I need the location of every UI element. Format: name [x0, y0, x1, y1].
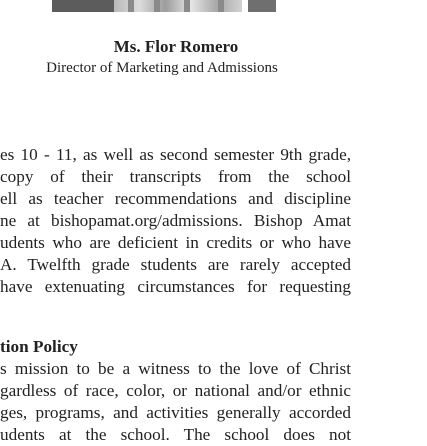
paragraph-line: ne at bishopamat.org/admissions. Bishop Amat — [0, 211, 351, 230]
policy-paragraph — [0, 358, 351, 446]
paragraph-line: s mission to be a witness to the love of Christ — [0, 359, 351, 378]
paragraph-line: A. Twelfth grade students are rarely accepted — [0, 255, 351, 274]
paragraph-line: copy of their transcripts from the school — [0, 167, 351, 186]
paragraph-line: es 10 - 11, as well as second semester 9th grade, — [0, 145, 351, 164]
paragraph-line: udents at the school. The school does not — [0, 425, 351, 444]
photo-detail — [154, 0, 160, 12]
staff-title: Director of Marketing and Admissions — [46, 60, 278, 76]
photo-right — [248, 0, 276, 12]
staff-name: Ms. Flor Romero — [113, 37, 239, 56]
paragraph-line: gardless of race, color, or national and/or ethnic — [0, 381, 351, 400]
section-heading: tion Policy — [0, 337, 78, 356]
paragraph-line: ges, programs, and activities generally accorded — [0, 403, 351, 422]
photo-detail — [218, 0, 224, 12]
paragraph-line: ell as teacher recommendations and discipline — [0, 189, 351, 208]
photo-detail — [184, 0, 190, 12]
photo-strip — [52, 0, 276, 12]
paragraph-line: have extenuating circumstances for requesting — [0, 277, 351, 296]
paragraph-line: udents who are deficient in credits or who have — [0, 233, 351, 252]
photo-left — [52, 0, 114, 12]
photo-center — [114, 0, 242, 12]
photo-detail — [128, 0, 134, 12]
admissions-paragraph — [0, 144, 351, 298]
